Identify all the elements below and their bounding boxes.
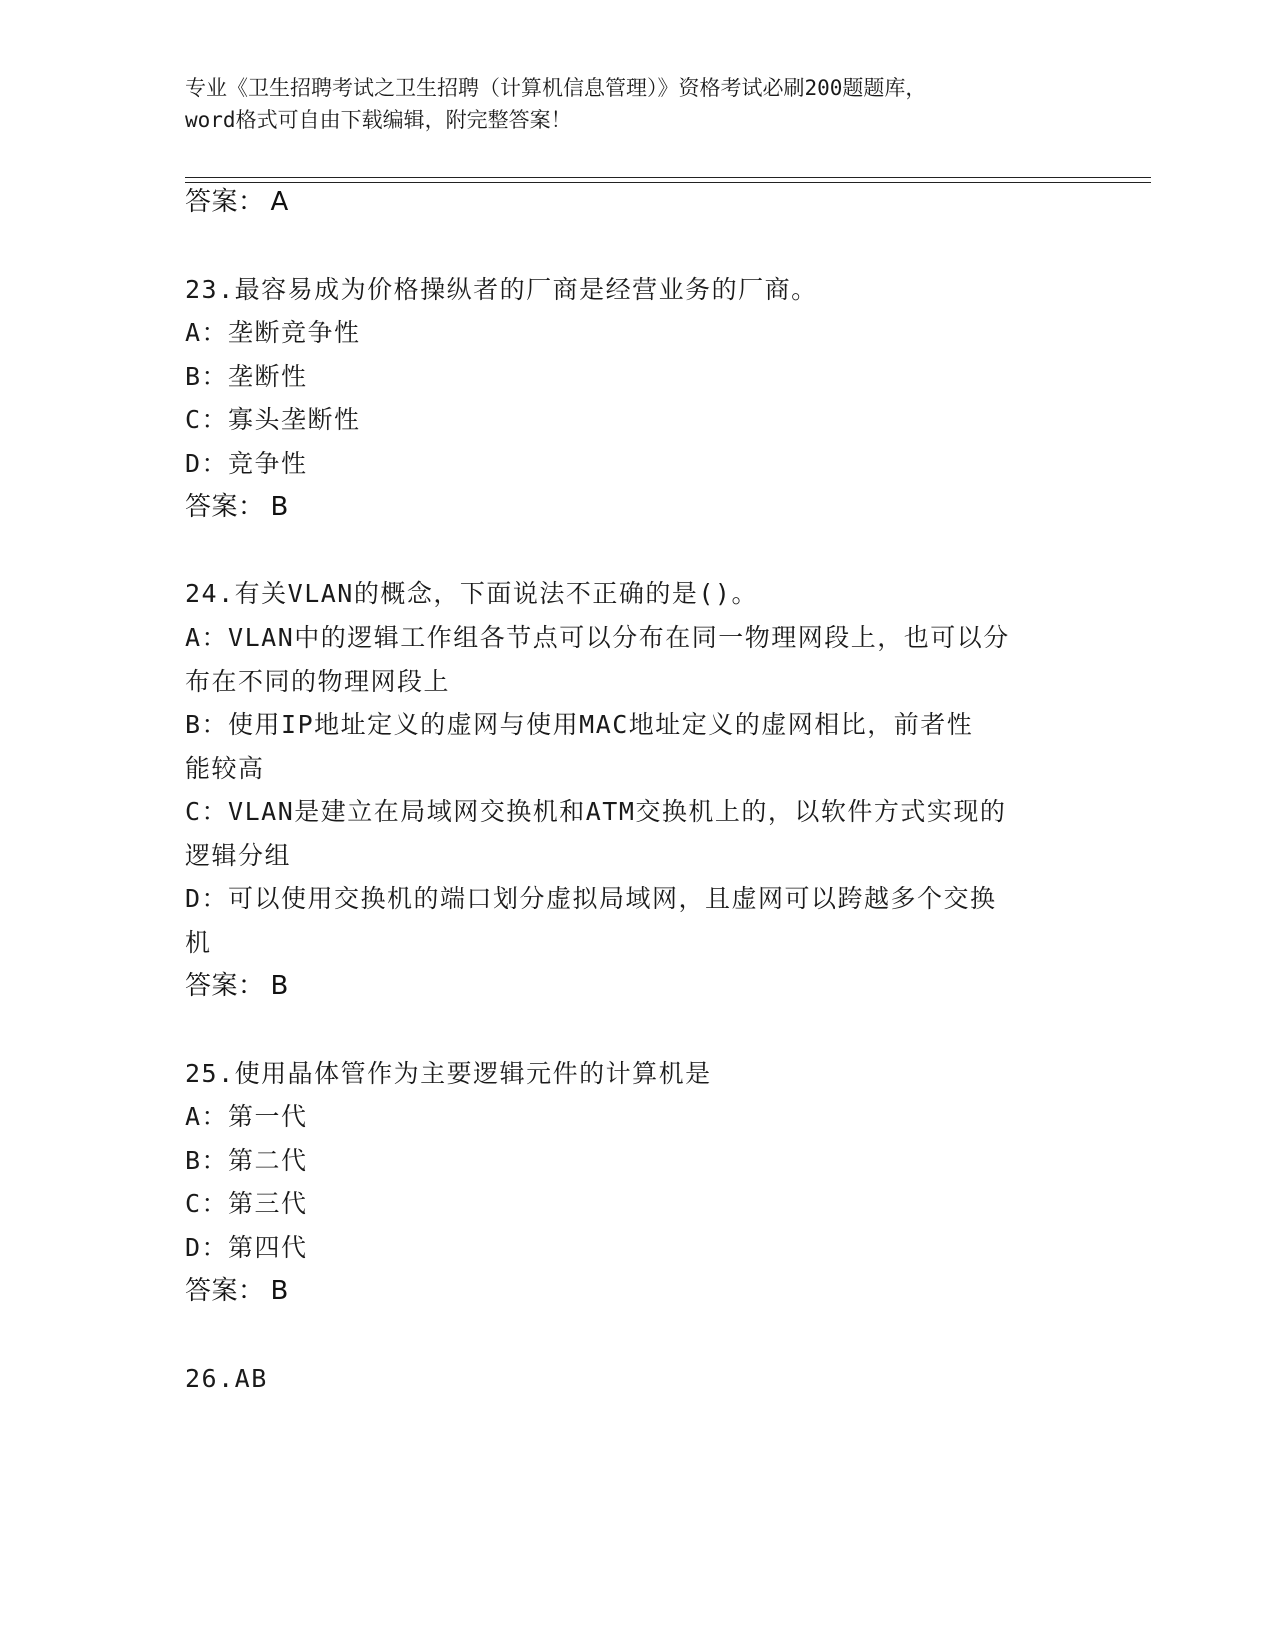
question-25-option-b: B：第二代: [185, 1146, 308, 1175]
question-24-option-a-line-2: 布在不同的物理网段上: [185, 667, 451, 696]
question-23-option-a: A：垄断竞争性: [185, 318, 361, 347]
header-title-line-1: 专业《卫生招聘考试之卫生招聘（计算机信息管理）》资格考试必刷200题题库，: [185, 76, 927, 100]
answer-value: B: [270, 1276, 289, 1306]
question-26-text: 26.AB: [185, 1364, 268, 1393]
question-25-answer: [185, 1273, 289, 1309]
question-25-option-c: C：第三代: [185, 1189, 308, 1218]
document-header: [185, 72, 1085, 136]
question-23-option-b: B：垄断性: [185, 362, 308, 391]
question-24-option-c-line-1: C：VLAN是建立在局域网交换机和ATM交换机上的，以软件方式实现的: [185, 797, 1007, 826]
question-23-answer: [185, 489, 289, 525]
question-23-option-d: D：竞争性: [185, 449, 308, 478]
question-24-option-a-line-1: A：VLAN中的逻辑工作组各节点可以分布在同一物理网段上，也可以分: [185, 623, 1010, 652]
answer-label: 答案：: [185, 1276, 265, 1306]
question-25-option-d: D：第四代: [185, 1233, 308, 1262]
question-23-option-c: C：寡头垄断性: [185, 405, 361, 434]
header-divider-top: [185, 177, 1151, 178]
question-24-text: 24.有关VLAN的概念，下面说法不正确的是()。: [185, 579, 758, 608]
question-24-option-d-line-2: 机: [185, 928, 212, 957]
question-24-option-d-line-1: D：可以使用交换机的端口划分虚拟局域网，且虚网可以跨越多个交换: [185, 884, 997, 913]
answer-value: B: [270, 971, 289, 1001]
answer-previous: [185, 184, 289, 220]
answer-value: A: [270, 187, 289, 217]
question-23-text: 23.最容易成为价格操纵者的厂商是经营业务的厂商。: [185, 275, 818, 304]
answer-label: 答案：: [185, 492, 265, 522]
question-24-answer: [185, 968, 289, 1004]
answer-label: 答案：: [185, 971, 265, 1001]
question-24-option-b-line-1: B：使用IP地址定义的虚网与使用MAC地址定义的虚网相比，前者性: [185, 710, 974, 739]
question-24-option-b-line-2: 能较高: [185, 754, 265, 783]
question-24-option-c-line-2: 逻辑分组: [185, 841, 292, 870]
answer-label: 答案：: [185, 187, 265, 217]
answer-value: B: [270, 492, 289, 522]
question-25-option-a: A：第一代: [185, 1102, 308, 1131]
question-25-text: 25.使用晶体管作为主要逻辑元件的计算机是: [185, 1059, 712, 1088]
header-divider-bottom: [185, 182, 1151, 183]
header-title-line-2: word格式可自由下载编辑，附完整答案！: [185, 108, 572, 132]
